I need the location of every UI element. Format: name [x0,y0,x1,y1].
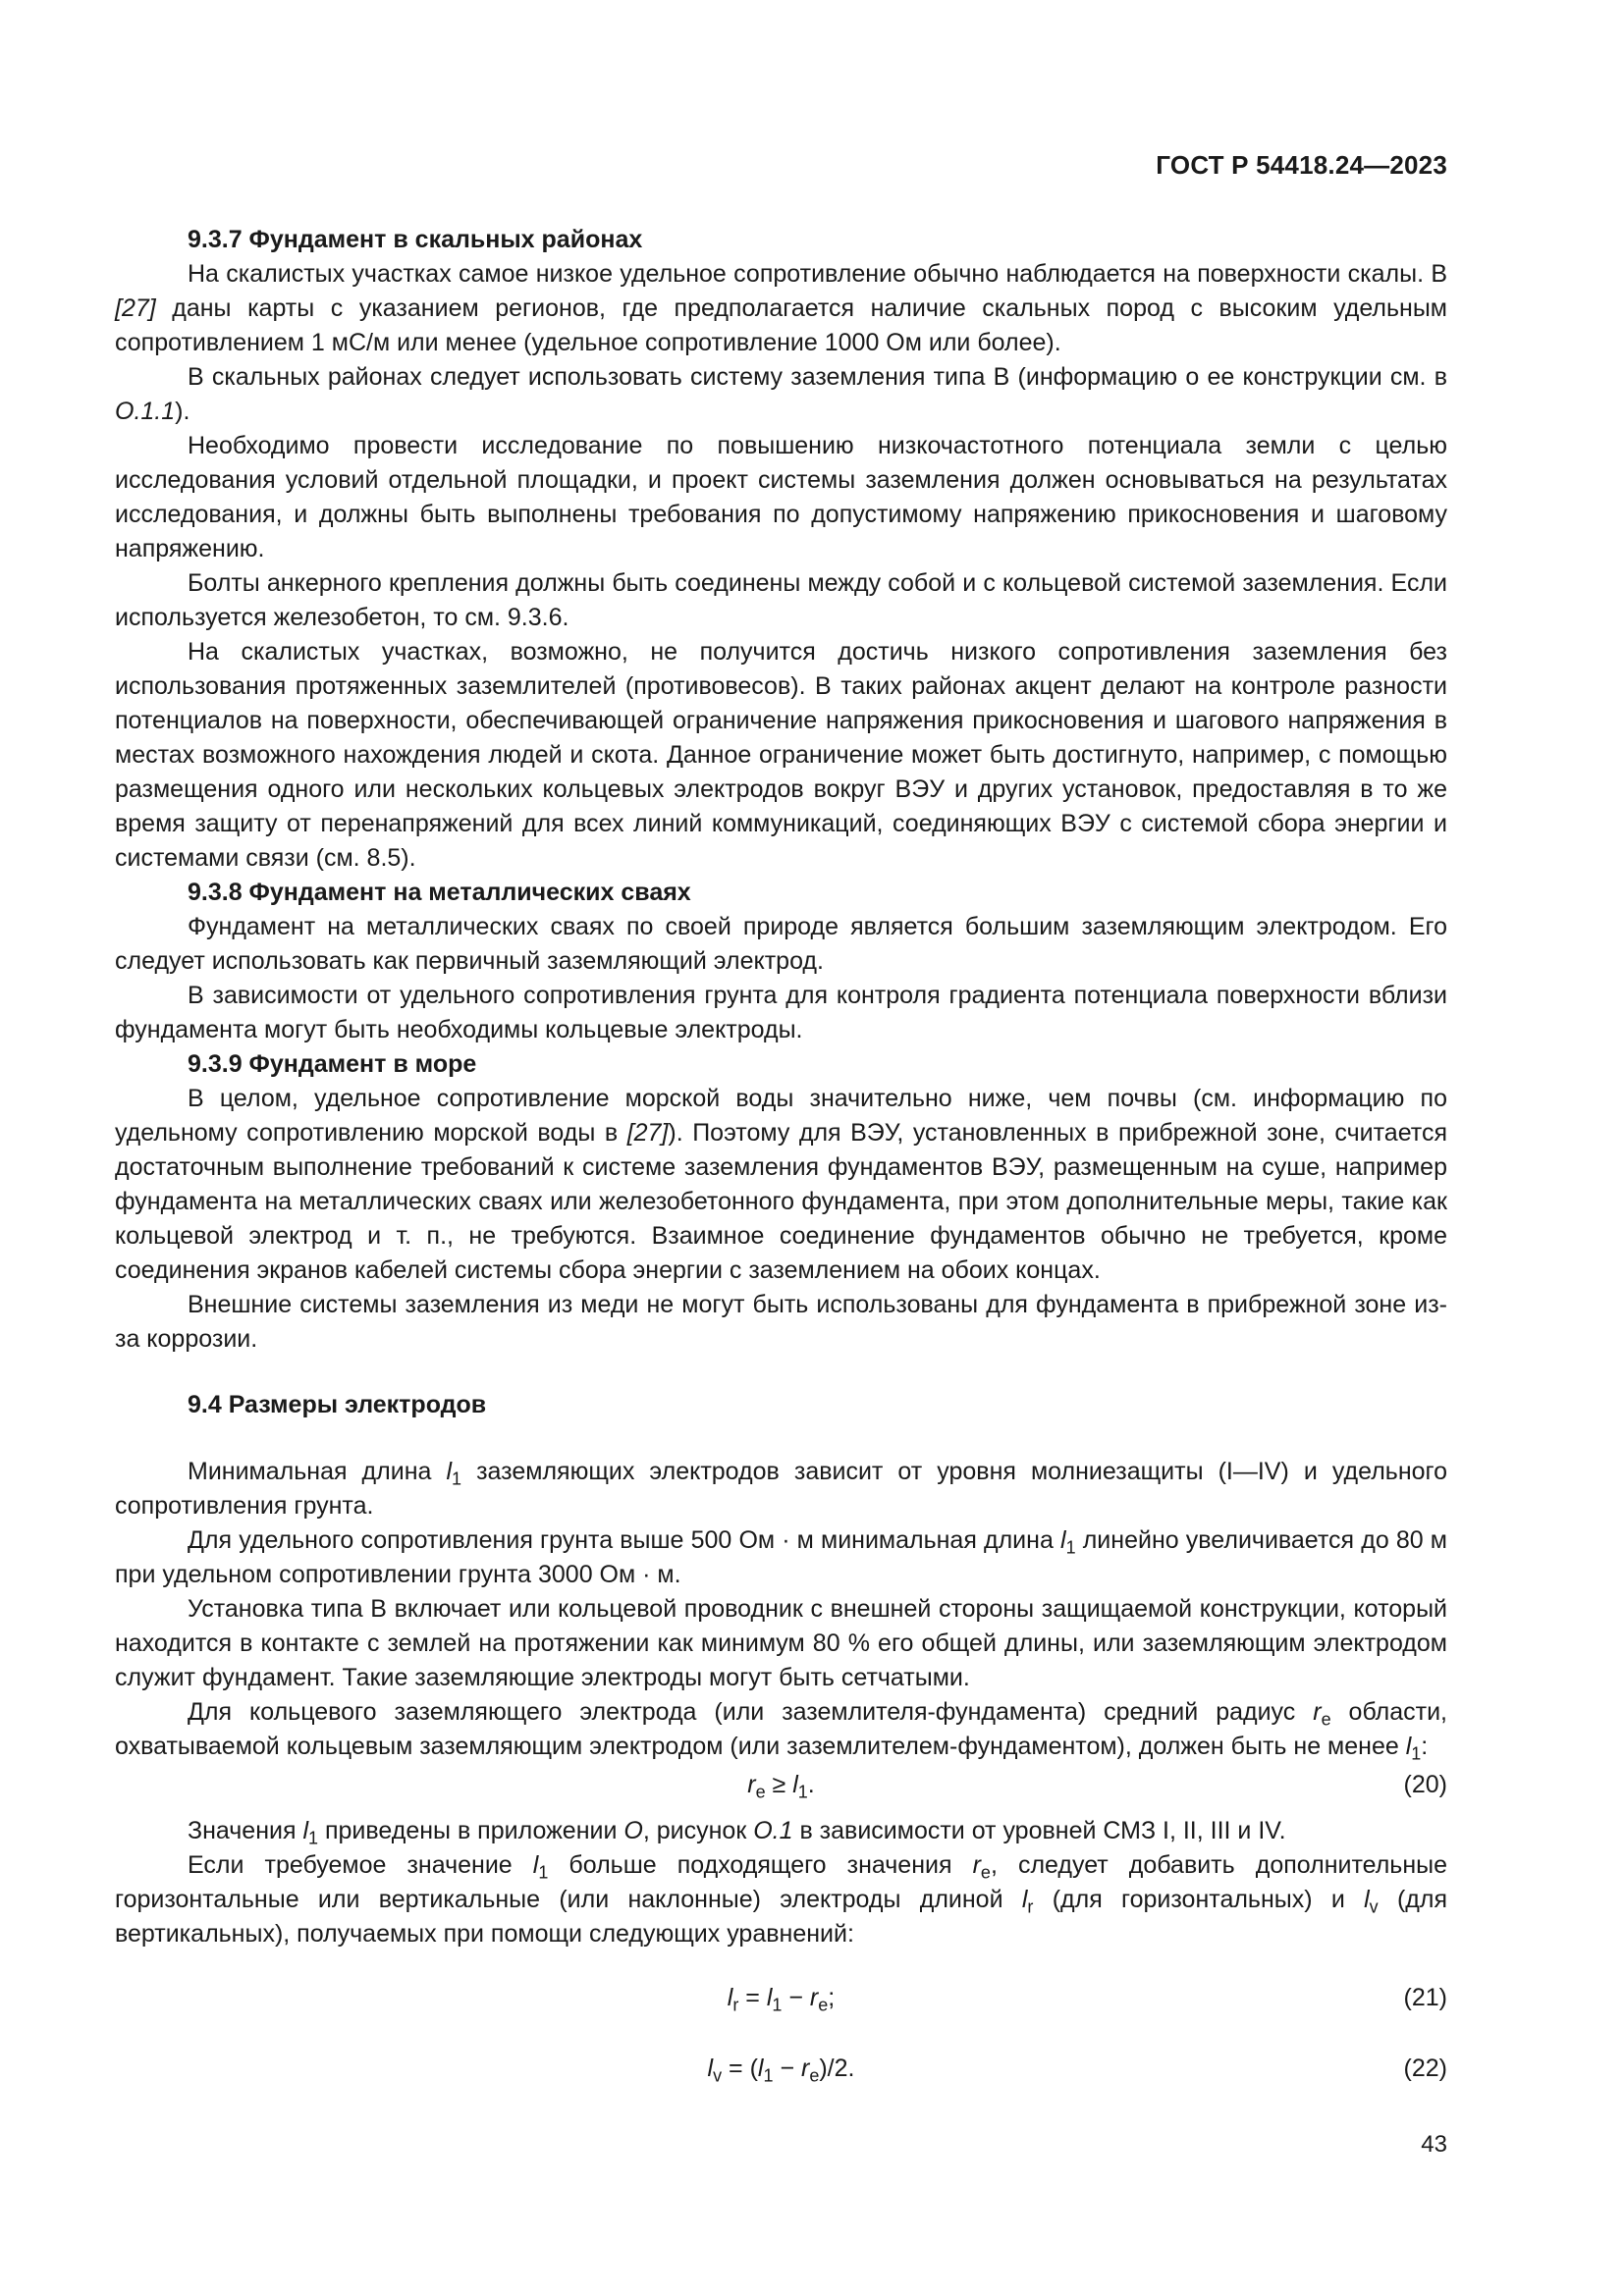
paragraph: В зависимости от удельного сопротивления грунта для контроля градиента потенциала поверхности вблизи фундамента могут быть необходимы кольцевые электроды. [115,982,1447,1043]
paragraph: Значения $l_1$ приведены в приложении О, рисунок О.1 в зависимости от уровней СМЗ I, II, III и IV. [188,1817,1286,1848]
paragraph: На скалистых участках самое низкое удельное сопротивление обычно наблюдается на поверхности скалы. В [27] даны карты с указанием регионов, где предполагается наличие скальных пород с высоким удельным сопротивлением 1 мС/м или менее (удельное сопротивление 1000 Ом или более). [115,260,1447,356]
formula-21 [115,1981,1447,2015]
paragraph: Внешние системы заземления из меди не могут быть использованы для фундамента в прибрежной зоне из-за коррозии. [115,1291,1447,1353]
formula-number: (21) [1403,1984,1447,2011]
paragraph: Фундамент на металлических сваях по своей природе является большим заземляющим электродом. Его следует использовать как первичный заземляющий электрод. [115,913,1447,975]
formula-number: (22) [1403,2055,1447,2082]
reference-link: [27] [626,1119,669,1147]
paragraph: Для кольцевого заземляющего электрода (или заземлителя-фундамента) средний радиус $r_e$ области, охватываемой кольцевым заземляющим электродом (или заземлителем-фундаментом), должен быть не менее $l_1$: [115,1698,1447,1764]
formula-expression: $l_r = l_1 - r_e$; [727,1984,836,2015]
section-heading-9-3-7: 9.3.7 Фундамент в скальных районах [188,226,643,253]
paragraph: В целом, удельное сопротивление морской воды значительно ниже, чем почвы (см. информацию по удельному сопротивлению морской воды в [27]). Поэтому для ВЭУ, установленных в прибрежной зоне, считается достаточным выполнение требований к системе заземления фундаментов ВЭУ, размещенным на суше, например фундамента на металлических сваях или железобетонного фундамента, при этом дополнительные меры, такие как кольцевой электрод и т. п., не требуются. Взаимное соединение фундаментов обычно не требуется, кроме соединения экранов кабелей системы сбора энергии с заземлением на обоих концах. [115,1085,1447,1284]
paragraph: Установка типа В включает или кольцевой проводник с внешней стороны защищаемой конструкции, который находится в контакте с землей на протяжении как минимум 80 % его общей длины, или заземляющим электродом служит фундамент. Такие заземляющие электроды могут быть сетчатыми. [115,1595,1447,1691]
reference-link: О.1.1 [115,398,176,425]
section-heading-9-3-8: 9.3.8 Фундамент на металлических сваях [188,879,691,906]
section-heading-9-4: 9.4 Размеры электродов [188,1391,487,1418]
reference-link: [27] [115,294,156,322]
paragraph: Минимальная длина $l_1$ заземляющих электродов зависит от уровня молниезащиты (I—IV) и удельного сопротивления грунта. [115,1458,1447,1520]
paragraph: В скальных районах следует использовать систему заземления типа В (информацию о ее конструкции см. в О.1.1). [115,363,1447,425]
formula-expression: $l_v = (l_1 - r_e)/2$. [707,2055,855,2086]
document-header: ГОСТ Р 54418.24—2023 [1156,150,1447,180]
paragraph: Необходимо провести исследование по повышению низкочастотного потенциала земли с целью исследования условий отдельной площадки, и проект системы заземления должен основываться на результатах исследования, и должны быть выполнены требования по допустимому напряжению прикосновения и шаговому напряжению. [115,432,1447,562]
formula-expression: $r_e \ge l_1$. [747,1771,815,1802]
formula-20 [115,1768,1447,1802]
paragraph: Для удельного сопротивления грунта выше 500 Ом · м минимальная длина $l_1$ линейно увеличивается до 80 м при удельном сопротивлении грунта 3000 Ом · м. [115,1526,1447,1588]
section-heading-9-3-9: 9.3.9 Фундамент в море [188,1050,477,1078]
formula-22 [115,2052,1447,2086]
paragraph: На скалистых участках, возможно, не получится достичь низкого сопротивления заземления без использования протяженных заземлителей (противовесов). В таких районах акцент делают на контроле разности потенциалов на поверхности, обеспечивающей ограничение напряжения прикосновения и шагового напряжения в местах возможного нахождения людей и скота. Данное ограничение может быть достигнуто, например, с помощью размещения одного или нескольких кольцевых электродов вокруг ВЭУ и других установок, предоставляя в то же время защиту от перенапряжений для всех линий коммуникаций, соединяющих ВЭУ с системой сбора энергии и системами связи (см. 8.5). [115,638,1447,872]
page-number: 43 [1421,2131,1447,2158]
paragraph: Болты анкерного крепления должны быть соединены между собой и с кольцевой системой заземления. Если используется железобетон, то см. 9.3.6. [115,569,1447,631]
paragraph: Если требуемое значение $l_1$ больше подходящего значения $r_e$, следует добавить дополнительные горизонтальные или вертикальные (или наклонные) электроды длиной $l_r$ (для горизонтальных) и $l_v$ (для вертикальных), получаемых при помощи следующих уравнений: [115,1851,1448,1948]
formula-number: (20) [1403,1771,1447,1798]
page-content [115,223,1447,2086]
